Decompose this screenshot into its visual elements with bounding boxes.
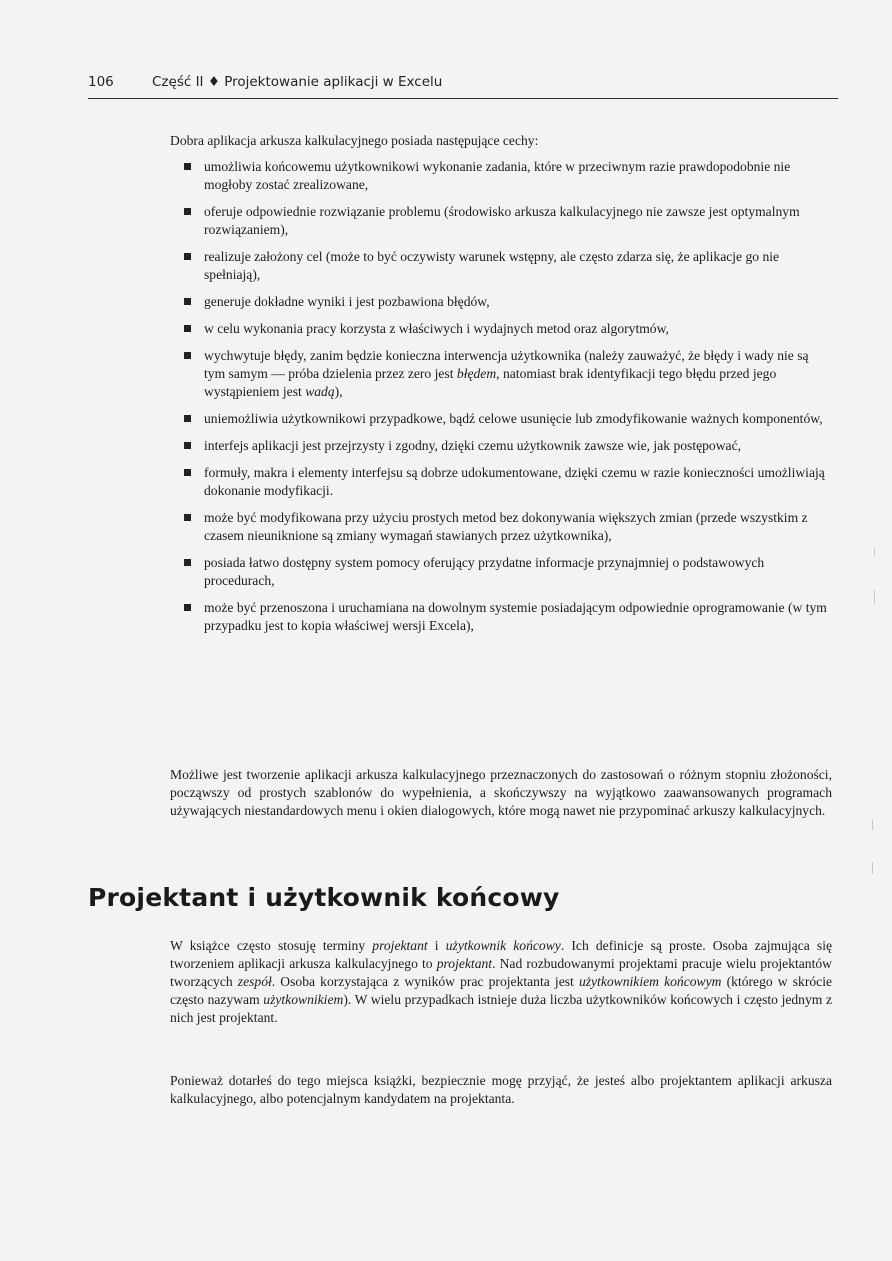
list-item: uniemożliwia użytkownikowi przypadkowe, bądź celowe usunięcie lub zmodyfikowanie ważnych komponentów,: [182, 410, 832, 428]
emphasis-term: projektant: [372, 938, 428, 953]
section-heading: Projektant i użytkownik końcowy: [88, 883, 560, 912]
feature-list: [182, 158, 832, 644]
bullet-square-icon: [184, 208, 191, 215]
bullet-square-icon: [184, 298, 191, 305]
list-item: formuły, makra i elementy interfejsu są dobrze udokumentowane, dzięki czemu w razie konieczności umożliwiają dokonanie modyfikacji.: [182, 464, 832, 500]
list-item: może być przenoszona i uruchamiana na dowolnym systemie posiadającym odpowiednie oprogramowanie (w tym przypadku jest to kopia właściwej wersji Excela),: [182, 599, 832, 635]
emphasis-term: błędem: [456, 366, 497, 381]
bullet-square-icon: [184, 253, 191, 260]
bullet-square-icon: [184, 163, 191, 170]
list-item: posiada łatwo dostępny system pomocy oferujący przydatne informacje przynajmniej o podstawowych procedurach,: [182, 554, 832, 590]
list-item: oferuje odpowiednie rozwiązanie problemu (środowisko arkusza kalkulacyjnego nie zawsze jest optymalnym rozwiązaniem),: [182, 203, 832, 239]
bullet-square-icon: [184, 604, 191, 611]
list-item: realizuje założony cel (może to być oczywisty warunek wstępny, ale często zdarza się, że aplikacje go nie spełniają),: [182, 248, 832, 284]
emphasis-term: zespół: [237, 974, 272, 989]
list-item: wychwytuje błędy, zanim będzie konieczna interwencja użytkownika (należy zauważyć, że błędy i wady nie są tym samym — próba dzielenia przez zero jest błędem, natomiast brak identyfikacji tego błędu przed jego wystąpieniem jest wadą),: [182, 347, 832, 401]
list-item: interfejs aplikacji jest przejrzysty i zgodny, dzięki czemu użytkownik zawsze wie, jak postępować,: [182, 437, 832, 455]
running-title: Część II ♦ Projektowanie aplikacji w Excelu: [152, 74, 443, 90]
bullet-square-icon: [184, 352, 191, 359]
intro-paragraph: Dobra aplikacja arkusza kalkulacyjnego posiada następujące cechy:: [170, 133, 539, 148]
bullet-square-icon: [184, 559, 191, 566]
bullet-square-icon: [184, 442, 191, 449]
section-paragraph-1: W książce często stosuję terminy projektant i użytkownik końcowy. Ich definicje są proste. Osoba zajmująca się tworzeniem aplikacji arkusza kalkulacyjnego to projektant. Nad rozbudowanymi projektami pracuje wielu projektantów tworzących zespół. Osoba korzystająca z wyników prac projektanta jest użytkownikiem końcowym (którego w skrócie często nazywam użytkownikiem). W wielu przypadkach istnieje duża liczba użytkowników końcowych i często jednym z nich jest projektant.: [170, 938, 833, 1025]
running-header: [88, 72, 838, 99]
bullet-square-icon: [184, 415, 191, 422]
emphasis-term: użytkownikiem: [263, 992, 344, 1007]
page-number: 106: [88, 74, 114, 90]
list-item: generuje dokładne wyniki i jest pozbawiona błędów,: [182, 293, 832, 311]
bullet-square-icon: [184, 469, 191, 476]
emphasis-term: projektant: [436, 956, 493, 971]
list-item: może być modyfikowana przy użyciu prostych metod bez dokonywania większych zmian (przede wszystkim z czasem nieuniknione są zmiany wymagań stawianych przez użytkownika),: [182, 509, 832, 545]
section-paragraph-2: Ponieważ dotarłeś do tego miejsca książki, bezpiecznie mogę przyjąć, że jesteś albo projektantem aplikacji arkusza kalkulacyjnego, albo potencjalnym kandydatem na projektanta.: [170, 1073, 832, 1106]
emphasis-term: użytkownik końcowy: [445, 938, 561, 953]
bullet-square-icon: [184, 325, 191, 332]
list-item: umożliwia końcowemu użytkownikowi wykonanie zadania, które w przeciwnym razie prawdopodobnie nie mogłoby zostać zrealizowane,: [182, 158, 832, 194]
bullet-square-icon: [184, 514, 191, 521]
list-item: w celu wykonania pracy korzysta z właściwych i wydajnych metod oraz algorytmów,: [182, 320, 832, 338]
closing-paragraph: Możliwe jest tworzenie aplikacji arkusza kalkulacyjnego przeznaczonych do zastosowań o różnym stopniu złożoności, począwszy od prostych szablonów do wypełnienia, a skończywszy na wyjątkowo zaawansowanych programach używających niestandardowych menu i okien dialogowych, które mogą nawet nie przypominać arkuszy kalkulacyjnych.: [170, 767, 832, 818]
emphasis-term: użytkownikiem końcowym: [578, 974, 722, 989]
emphasis-term: wadą: [305, 384, 335, 399]
